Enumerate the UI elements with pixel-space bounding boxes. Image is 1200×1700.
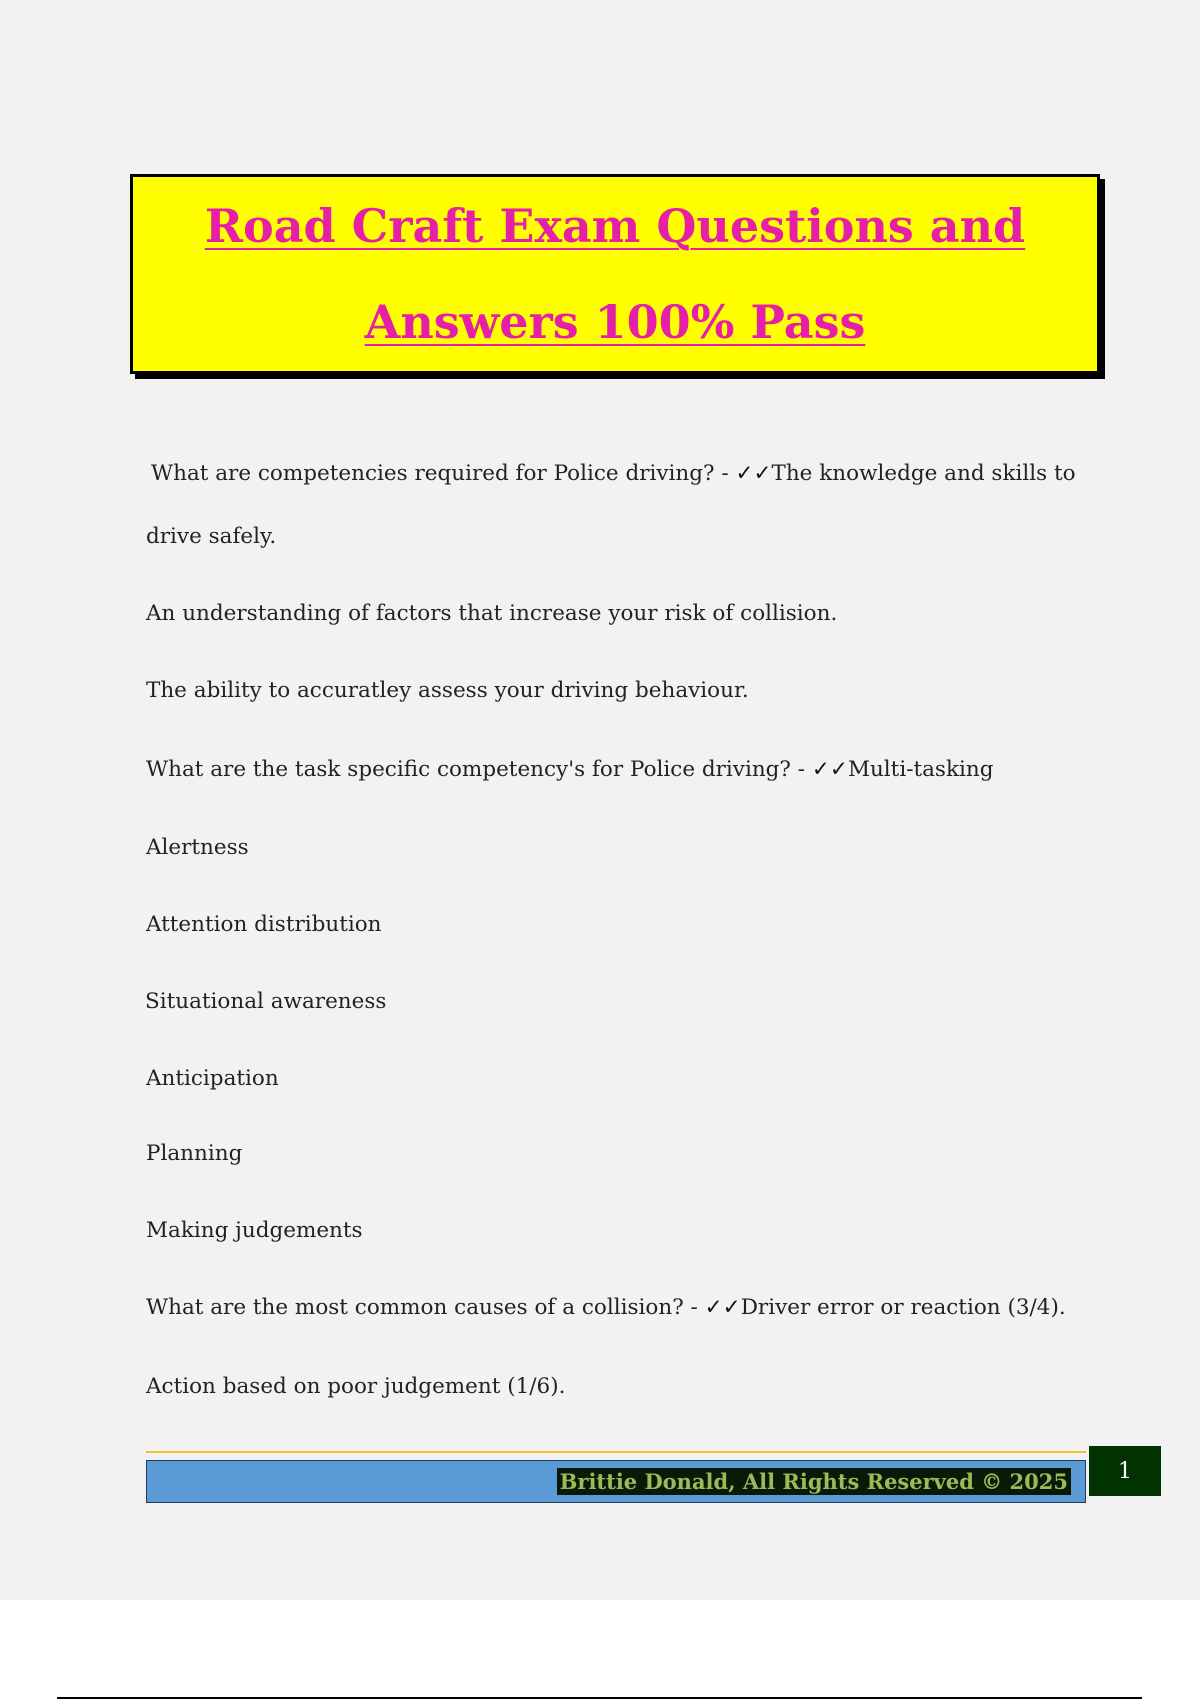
answer-1-text: The knowledge and skills to [771,461,1076,486]
answer-line: Anticipation [146,1066,279,1091]
answer-line: Situational awareness [145,989,387,1014]
title-line-1: Road Craft Exam Questions and [204,199,1026,253]
answer-2-text: Multi-tasking [847,757,994,782]
answer-line: Making judgements [146,1218,363,1243]
checkmark-icon: ✓✓ [735,461,772,486]
answer-line: Attention distribution [146,912,382,937]
question-1-text: What are competencies required for Police driving? - [151,461,736,486]
title-box [130,174,1100,374]
answer-line: Action based on poor judgement (1/6). [146,1374,566,1399]
footer-divider [146,1451,1086,1453]
answer-line: Alertness [146,835,249,860]
answer-line: drive safely. [146,524,277,549]
question-3 [146,1297,1066,1319]
answer-line: An understanding of factors that increase your risk of collision. [146,601,838,626]
checkmark-icon: ✓✓ [811,757,848,782]
footer-copyright: Brittie Donald, All Rights Reserved © 2025 [557,1468,1071,1495]
question-3-text: What are the most common causes of a collision? - [146,1295,705,1320]
title-line-2: Answers 100% Pass [364,295,866,349]
checkmark-icon: ✓✓ [704,1295,741,1320]
answer-line: Planning [146,1141,243,1166]
footer-bar [146,1460,1086,1503]
page-bottom-divider [57,1697,1142,1699]
answer-3-text: Driver error or reaction (3/4). [740,1295,1066,1320]
page-number: 1 [1089,1446,1161,1496]
question-1 [151,463,1076,485]
question-2-text: What are the task specific competency's for Police driving? - [146,757,812,782]
answer-line: The ability to accuratley assess your driving behaviour. [146,678,749,703]
question-2 [146,759,993,781]
